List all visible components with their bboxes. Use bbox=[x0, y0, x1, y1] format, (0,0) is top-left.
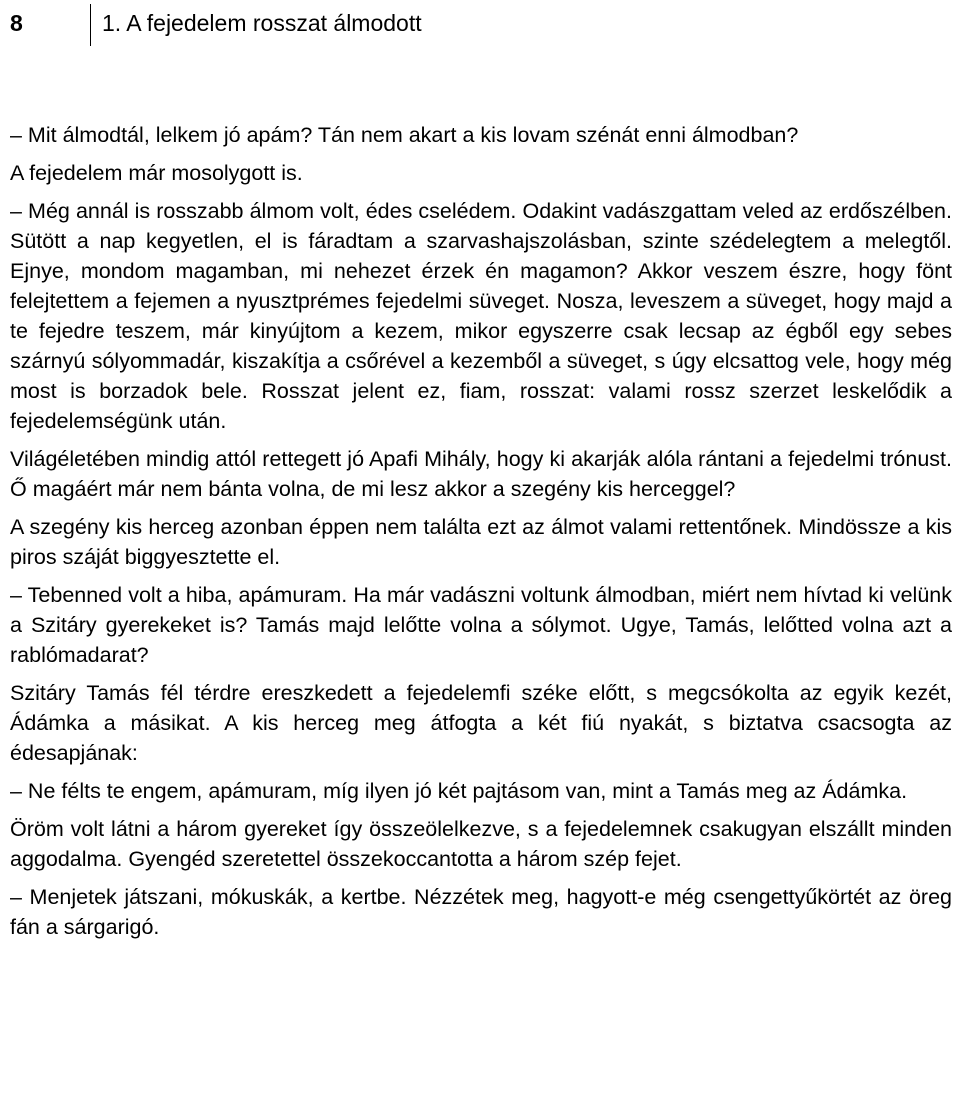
paragraph: Világéletében mindig attól rettegett jó Apafi Mihály, hogy ki akarják alóla rántani a fejedelmi trónust. Ő magáért már nem bánta volna, de mi lesz akkor a szegény kis herceggel? bbox=[10, 447, 952, 501]
paragraph: – Menjetek játszani, mókuskák, a kertbe. Nézzétek meg, hagyott-e még csengettyűkörtét az öreg fán a sárgarigó. bbox=[10, 885, 952, 939]
paragraph: Öröm volt látni a három gyereket így összeölelkezve, s a fejedelemnek csakugyan elszállt minden aggodalma. Gyengéd szeretettel összekoccantotta a három szép fejet. bbox=[10, 817, 952, 871]
page-header bbox=[10, 0, 950, 50]
paragraph: – Tebenned volt a hiba, apámuram. Ha már vadászni voltunk álmodban, miért nem hívtad ki velünk a Szitáry gyerekeket is? Tamás majd lelőtte volna a sólymot. Ugye, Tamás, lelőtted volna azt a rablómadarat? bbox=[10, 583, 952, 667]
document-body bbox=[10, 120, 952, 950]
header-divider bbox=[90, 4, 91, 46]
paragraph: Szitáry Tamás fél térdre ereszkedett a fejedelemfi széke előtt, s megcsókolta az egyik kezét, Ádámka a másikat. A kis herceg meg átfogta a két fiú nyakát, s biztatva csacsogta az édesapjának: bbox=[10, 681, 952, 765]
paragraph: – Még annál is rosszabb álmom volt, édes cselédem. Odakint vadászgattam veled az erdőszélben. Sütött a nap kegyetlen, el is fáradtam a szarvashajszolásban, szinte szédelegtem a melegtől. Ejnye, mondom magamban, mi nehezet érzek én magamon? Akkor veszem észre, hogy fönt felejtettem a fejemen a nyusztprémes fejedelmi süveget. Nosza, leveszem a süveget, hogy majd a te fejedre teszem, már kinyújtom a kezem, mikor egyszerre csak lecsap az égből egy sebes szárnyú sólyommadár, kiszakítja a csőrével a kezemből a süveget, s úgy elcsattog vele, hogy még most is borzadok bele. Rosszat jelent ez, fiam, rosszat: valami rossz szerzet leskelődik a fejedelemségünk után. bbox=[10, 199, 952, 433]
paragraph: – Ne félts te engem, apámuram, míg ilyen jó két pajtásom van, mint a Tamás meg az Ádámka. bbox=[10, 779, 908, 803]
paragraph: – Mit álmodtál, lelkem jó apám? Tán nem akart a kis lovam szénát enni álmodban? bbox=[10, 123, 799, 147]
chapter-title: 1. A fejedelem rosszat álmodott bbox=[102, 10, 422, 36]
paragraph: A szegény kis herceg azonban éppen nem találta ezt az álmot valami rettentőnek. Mindössze a kis piros száját biggyesztette el. bbox=[10, 515, 952, 569]
page-number: 8 bbox=[10, 10, 23, 36]
paragraph: A fejedelem már mosolygott is. bbox=[10, 161, 303, 185]
